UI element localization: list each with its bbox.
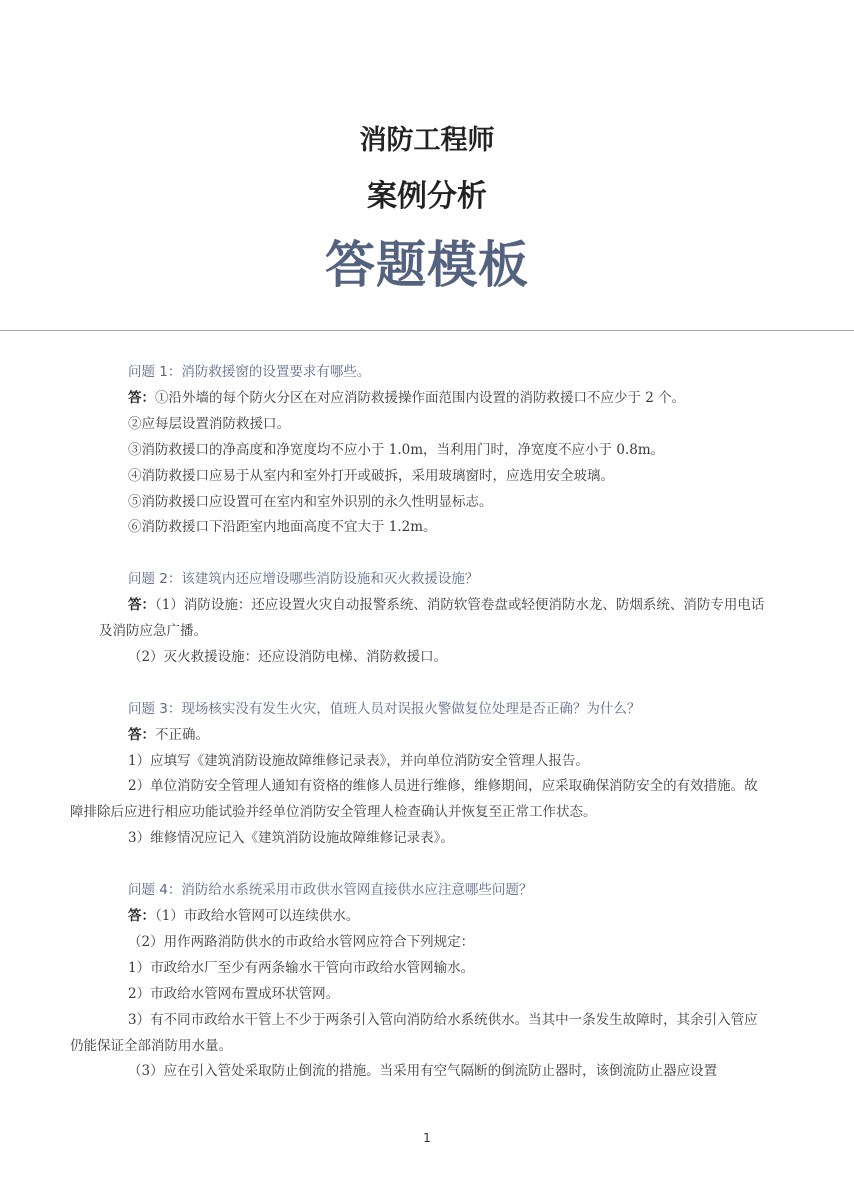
question-section-4 [70,878,769,1085]
answer-label: 答： [128,597,155,614]
title-line-1: 消防工程师 [359,125,495,156]
answer-line: ③消防救援口的净高度和净宽度均不应小于 1.0m，当利用门时，净宽度不应小于 0.8m。 [128,441,665,458]
answer-line: （2）灭火救援设施：还应设消防电梯、消防救援口。 [128,648,448,665]
document-body [70,360,769,1085]
header-divider [0,330,854,331]
answer-line: （3）应在引入管处采取防止倒流的措施。当采用有空气隔断的倒流防止器时，该倒流防止器应设置 [128,1063,718,1080]
question-heading: 问题 2：该建筑内还应增设哪些消防设施和灭火救援设施？ [128,571,479,588]
answer-line: ④消防救援口应易于从室内和室外打开或破拆，采用玻璃窗时，应选用安全玻璃。 [128,467,614,484]
question-heading: 问题 3：现场核实没有发生火灾，值班人员对误报火警做复位处理是否正确？为什么？ [128,700,641,717]
answer-label: 答： [128,726,155,743]
answer-line [70,593,769,645]
answer-line: 2）单位消防安全管理人通知有资格的维修人员进行维修，维修期间，应采取确保消防安全的有效措施。故障排除后应进行相应功能试验并经单位消防安全管理人检查确认并恢复至正常工作状态。 [70,778,758,821]
title-line-3: 答题模板 [325,235,529,294]
question-section-3 [70,697,769,852]
section-spacer [99,541,769,567]
answer-text: 不正确。 [155,726,209,743]
answer-label: 答： [128,389,155,406]
answer-text: （1）市政给水管网可以连续供水。 [155,907,360,924]
answer-line: 2）市政给水管网布置成环状管网。 [128,985,340,1002]
question-section-1 [99,360,769,541]
answer-line: 3）维修情况应记入《建筑消防设施故障维修记录表》。 [128,830,454,847]
answer-line: （2）用作两路消防供水的市政给水管网应符合下列规定： [128,933,475,950]
answer-text: （1）消防设施：还应设置火灾自动报警系统、消防软管卷盘或轻便消防水龙、防烟系统、消防专用电话及消防应急广播。 [99,597,765,640]
section-spacer [99,852,769,878]
answer-line [99,904,769,930]
answer-line: ⑤消防救援口应设置可在室内和室外识别的永久性明显标志。 [128,493,493,510]
question-heading: 问题 1：消防救援窗的设置要求有哪些。 [128,364,371,380]
question-section-2 [99,567,769,671]
page-number: 1 [423,1131,431,1145]
answer-line: 3）有不同市政给水干管上不少于两条引入管向消防给水系统供水。当其中一条发生故障时，其余引入管应仍能保证全部消防用水量。 [70,1011,758,1054]
answer-line [99,723,769,749]
answer-line: 1）应填写《建筑消防设施故障维修记录表》，并向单位消防安全管理人报告。 [128,752,589,769]
answer-line: ②应每层设置消防救援口。 [128,415,290,432]
answer-line: 1）市政给水厂至少有两条输水干管向市政给水管网输水。 [128,959,475,976]
answer-line: ⑥消防救援口下沿距室内地面高度不宜大于 1.2m。 [128,519,437,536]
question-heading: 问题 4：消防给水系统采用市政供水管网直接供水应注意哪些问题？ [128,882,533,899]
answer-text: ①沿外墙的每个防火分区在对应消防救援操作面范围内设置的消防救援口不应少于 2 个。 [155,389,686,406]
title-line-2: 案例分析 [367,179,487,214]
answer-label: 答： [128,907,155,924]
section-spacer [99,671,769,697]
answer-line [99,386,769,412]
